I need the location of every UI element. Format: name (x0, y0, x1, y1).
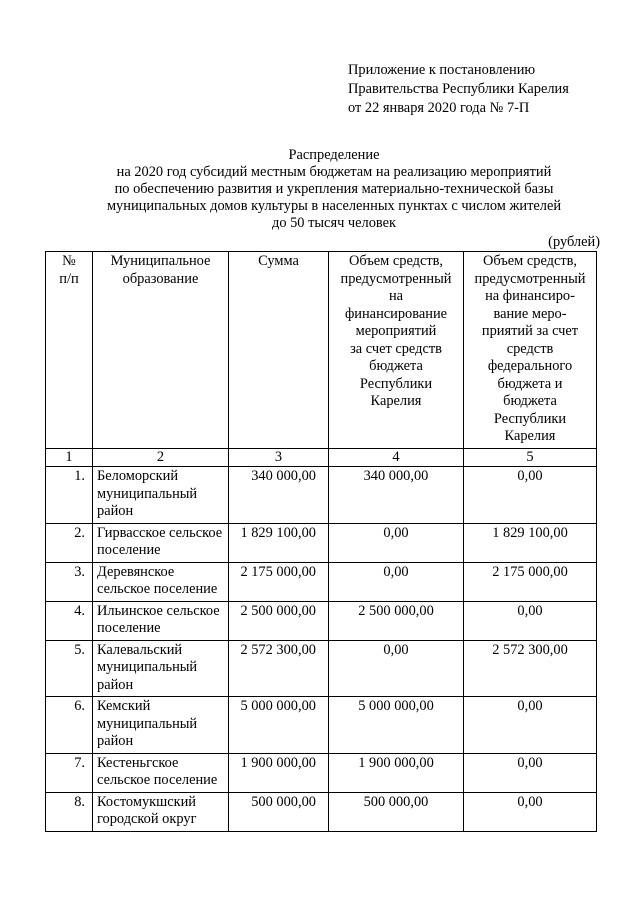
municipality-name-line: поселение (97, 542, 161, 558)
municipality-name-line: сельское поселение (97, 772, 218, 788)
sum-value: 1 900 000,00 (229, 753, 329, 792)
federal-budget-value: 0,00 (464, 601, 597, 640)
sum-value: 2 500 000,00 (229, 601, 329, 640)
sum-value: 500 000,00 (229, 792, 329, 831)
republic-budget-value: 5 000 000,00 (329, 697, 464, 754)
republic-budget-value: 500 000,00 (329, 792, 464, 831)
header-number: № п/п (46, 252, 93, 449)
municipality-name (93, 523, 229, 562)
table-row (46, 562, 597, 601)
municipality-name-line: городской округ (97, 811, 197, 827)
municipality-name (93, 753, 229, 792)
appendix-block (348, 61, 569, 118)
municipality-name-line: Костомукшский (97, 793, 196, 810)
column-number-row (46, 448, 597, 467)
table-row (46, 601, 597, 640)
republic-budget-value: 340 000,00 (329, 467, 464, 524)
republic-budget-value: 0,00 (329, 562, 464, 601)
municipality-name (93, 792, 229, 831)
table-row (46, 792, 597, 831)
municipality-name-line: Кемский (97, 698, 151, 714)
sum-value: 340 000,00 (229, 467, 329, 524)
header-municipality: Муниципальное образование (93, 252, 229, 449)
column-number: 5 (464, 448, 597, 467)
federal-budget-value: 1 829 100,00 (464, 523, 597, 562)
table-row (46, 640, 597, 697)
column-number: 4 (329, 448, 464, 467)
table-header-row (46, 252, 597, 449)
distribution-table (45, 251, 597, 832)
sum-value: 1 829 100,00 (229, 523, 329, 562)
appendix-line: Приложение к постановлению (348, 62, 536, 78)
sum-value: 5 000 000,00 (229, 697, 329, 754)
heading-line: муниципальных домов культуры в населенных пунктах с числом жителей (106, 198, 562, 214)
row-number: 8. (46, 792, 93, 831)
municipality-name-line: Деревянское (97, 563, 175, 580)
heading-line: до 50 тысяч человек (272, 215, 396, 231)
row-number: 3. (46, 562, 93, 601)
municipality-name-line: Беломорский (97, 468, 179, 484)
header-sum: Сумма (229, 252, 329, 449)
municipality-name-line: Гирвасское сельское (97, 524, 223, 541)
municipality-name-line: Ильинское сельское (97, 602, 220, 619)
municipality-name-line: муниципальный (97, 485, 198, 502)
header-republic-budget: Объем средств, предусмотренный на финансирование мероприятий за счет средств бюджета Республики Карелия (329, 252, 464, 449)
table-row (46, 467, 597, 524)
sum-value: 2 572 300,00 (229, 640, 329, 697)
federal-budget-value: 0,00 (464, 697, 597, 754)
municipality-name-line: Кестеньгское (97, 754, 179, 771)
federal-budget-value: 0,00 (464, 753, 597, 792)
column-number: 2 (93, 448, 229, 467)
municipality-name-line: Калевальский (97, 641, 183, 658)
municipality-name (93, 467, 229, 524)
municipality-name-line: поселение (97, 620, 161, 636)
municipality-name-line: муниципальный (97, 659, 198, 675)
table-row (46, 753, 597, 792)
row-number: 7. (46, 753, 93, 792)
appendix-line: Правительства Республики Карелия (348, 81, 569, 97)
heading-title: Распределение (288, 147, 380, 163)
heading-line: по обеспечению развития и укрепления материально-технической базы (114, 181, 554, 197)
row-number: 5. (46, 640, 93, 697)
municipality-name-line: район (97, 503, 134, 519)
table-row (46, 697, 597, 754)
row-number: 1. (46, 467, 93, 524)
row-number: 2. (46, 523, 93, 562)
federal-budget-value: 0,00 (464, 792, 597, 831)
municipality-name (93, 640, 229, 697)
header-federal-budget: Объем средств, предусмотренный на финансиро- вание меро- приятий за счет средств федерального бюджета и бюджета Республики Карелия (464, 252, 597, 449)
currency-unit: (рублей) (548, 234, 600, 250)
document-heading (60, 147, 608, 232)
appendix-line: от 22 января 2020 года № 7-П (348, 100, 530, 116)
municipality-name-line: муниципальный (97, 715, 198, 732)
federal-budget-value: 2 572 300,00 (464, 640, 597, 697)
federal-budget-value: 0,00 (464, 467, 597, 524)
republic-budget-value: 0,00 (329, 640, 464, 697)
republic-budget-value: 0,00 (329, 523, 464, 562)
column-number: 3 (229, 448, 329, 467)
sum-value: 2 175 000,00 (229, 562, 329, 601)
municipality-name (93, 601, 229, 640)
republic-budget-value: 2 500 000,00 (329, 601, 464, 640)
municipality-name (93, 697, 229, 754)
heading-line: на 2020 год субсидий местным бюджетам на реализацию мероприятий (116, 164, 552, 180)
row-number: 4. (46, 601, 93, 640)
federal-budget-value: 2 175 000,00 (464, 562, 597, 601)
column-number: 1 (46, 448, 93, 467)
municipality-name-line: район (97, 733, 134, 749)
row-number: 6. (46, 697, 93, 754)
municipality-name (93, 562, 229, 601)
municipality-name-line: район (97, 676, 134, 693)
municipality-name-line: сельское поселение (97, 581, 218, 597)
republic-budget-value: 1 900 000,00 (329, 753, 464, 792)
table-row (46, 523, 597, 562)
